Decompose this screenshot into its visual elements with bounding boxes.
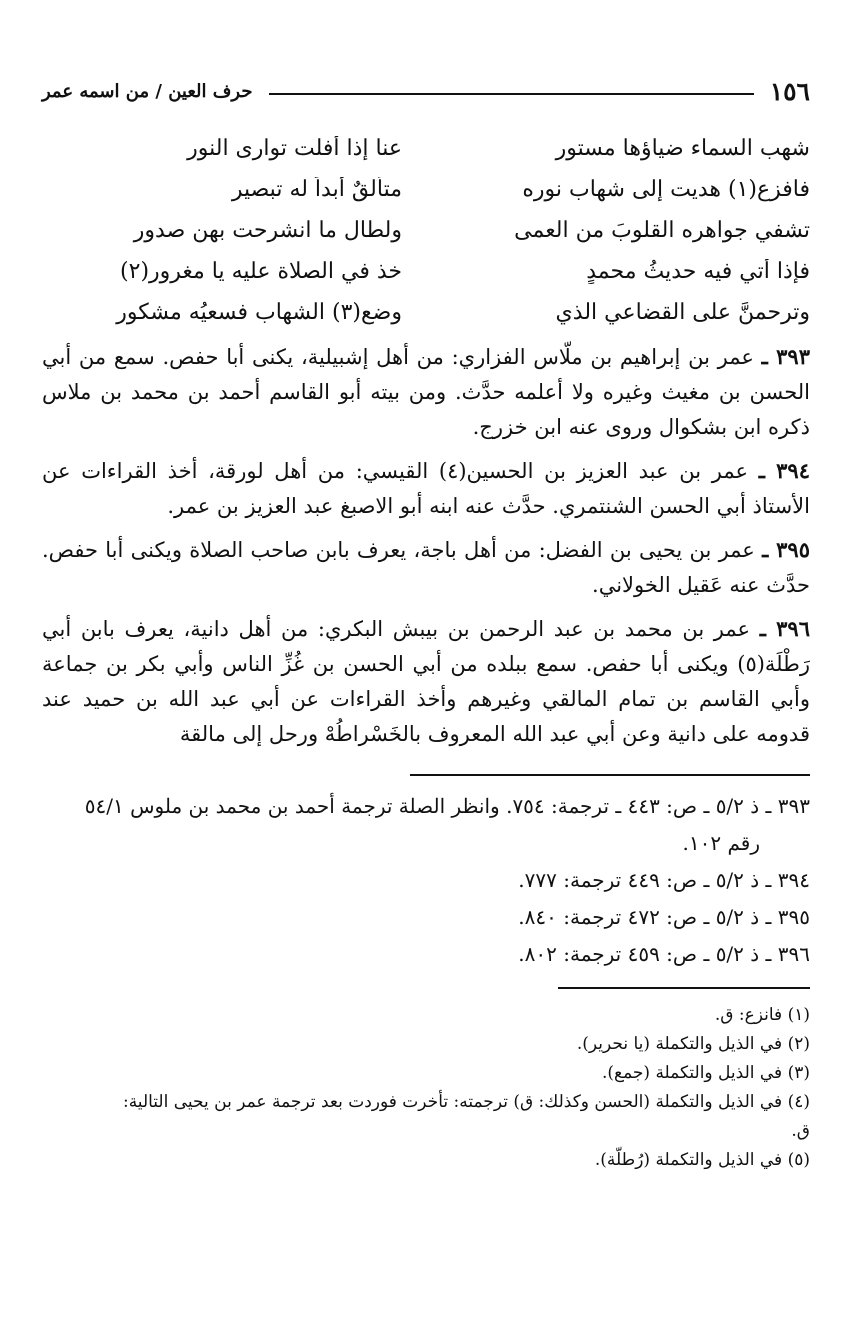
entry-number: ٣٩٤ ـ (758, 458, 810, 483)
entry-number: ٣٩٥ ـ (762, 537, 810, 562)
poem (42, 128, 810, 333)
verse-first-hemistich: فافزع(١) هديت إلى شهاب نوره (522, 177, 810, 202)
verse-second-hemistich: خذ في الصلاة عليه يا مغرور(٢) (120, 259, 402, 284)
poem-verse (42, 292, 810, 333)
biography-entry (42, 339, 810, 445)
biography-entry (42, 453, 810, 524)
footnote: (٤) في الذيل والتكملة (الحسن وكذلك: ق) ترجمته: تأخرت فوردت بعد ترجمة عمر بن يحيى التالية: (122, 1092, 810, 1112)
poem-verse (42, 128, 810, 169)
entry-text: عمر بن إبراهيم بن ملّاس الفزاري: من أهل إشبيلية، يكنى أبا حفص. سمع من أبي الحسن بن مغيث وغيره ولا أعلمه حدَّث. ومن بيته أبو القاسم أحمد بن محمد بن ملاس ذكره ابن بشكوال وروى عنه ابن خزرج. (42, 345, 810, 439)
page-header (42, 72, 810, 110)
footnote: (٥) في الذيل والتكملة (رُطلّة). (594, 1150, 810, 1170)
source-line: ٣٩٥ ـ ذ ٥/٢ ـ ص: ٤٧٢ ترجمة: ٨٤٠. (518, 905, 810, 929)
sources-separator (410, 774, 810, 776)
poem-verse (42, 169, 810, 210)
book-page (42, 72, 810, 1175)
running-title: حرف العين / من اسمه عمر (42, 80, 253, 102)
verse-second-hemistich: ولطال ما انشرحت بهن صدور (133, 218, 402, 243)
verse-first-hemistich: تشفي جواهره القلوبَ من العمى (514, 218, 810, 243)
entry-text: عمر بن محمد بن عبد الرحمن بن بيبش البكري: من أهل دانية، يعرف بابن أبي رَطْلَة(٥) ويكنى أبا حفص. سمع ببلده من أبي الحسن بن غُزِّ الناس وأبي بكر بن جماعة وأبي القاسم بن تمام المالقي وغيرهم وأخذ القراءات عن أبي عبد الله بن حميد عند قدومه على دانية وعن أبي عبد الله المعروف بالخَسْراطُهْ ورحل إلى مالقة (42, 617, 810, 746)
footnote-continuation: ق. (791, 1121, 810, 1141)
poem-verse (42, 210, 810, 251)
verse-first-hemistich: وترحمنَّ على القضاعي الذي (555, 300, 810, 325)
source-line: ٣٩٣ ـ ذ ٥/٢ ـ ص: ٤٤٣ ـ ترجمة: ٧٥٤. وانظر الصلة ترجمة أحمد بن محمد بن ملوس ٥٤/١ (84, 794, 810, 818)
verse-first-hemistich: شهب السماء ضياؤها مستور (555, 136, 810, 161)
header-rule (269, 93, 754, 95)
source-line: ٣٩٤ ـ ذ ٥/٢ ـ ص: ٤٤٩ ترجمة: ٧٧٧. (518, 868, 810, 892)
entry-number: ٣٩٣ ـ (761, 344, 810, 369)
poem-verse (42, 251, 810, 292)
entry-text: عمر بن عبد العزيز بن الحسين(٤) القيسي: من أهل لورقة، أخذ القراءات عن الأستاذ أبي الحسن الشنتمري. حدَّث عنه ابنه أبو الاصبغ عبد العزيز بن عمر. (42, 459, 810, 518)
entry-number: ٣٩٦ ـ (759, 616, 810, 641)
biography-entry (42, 532, 810, 603)
footnote: (١) فانزع: ق. (714, 1005, 810, 1025)
notes-separator (558, 987, 810, 989)
source-references (42, 788, 810, 973)
source-line: رقم ١٠٢. (682, 831, 760, 855)
footnote: (٣) في الذيل والتكملة (جمع). (601, 1063, 810, 1083)
footnote: (٢) في الذيل والتكملة (يا نحرير). (576, 1034, 810, 1054)
entry-text: عمر بن يحيى بن الفضل: من أهل باجة، يعرف بابن صاحب الصلاة ويكنى أبا حفص. حدَّث عنه عَقيل الخولاني. (42, 538, 810, 597)
biography-entry (42, 611, 810, 752)
verse-first-hemistich: فإذا أتي فيه حديثُ محمدٍ (586, 259, 810, 284)
footnotes (42, 1001, 810, 1175)
verse-second-hemistich: وضع(٣) الشهاب فسعيُه مشكور (116, 300, 402, 325)
page-number: ١٥٦ (769, 76, 810, 106)
verse-second-hemistich: متألقٌ أبداً له تبصير (231, 177, 402, 202)
verse-second-hemistich: عنا إذا أفلت توارى النور (187, 136, 402, 161)
source-line: ٣٩٦ ـ ذ ٥/٢ ـ ص: ٤٥٩ ترجمة: ٨٠٢. (518, 942, 810, 966)
